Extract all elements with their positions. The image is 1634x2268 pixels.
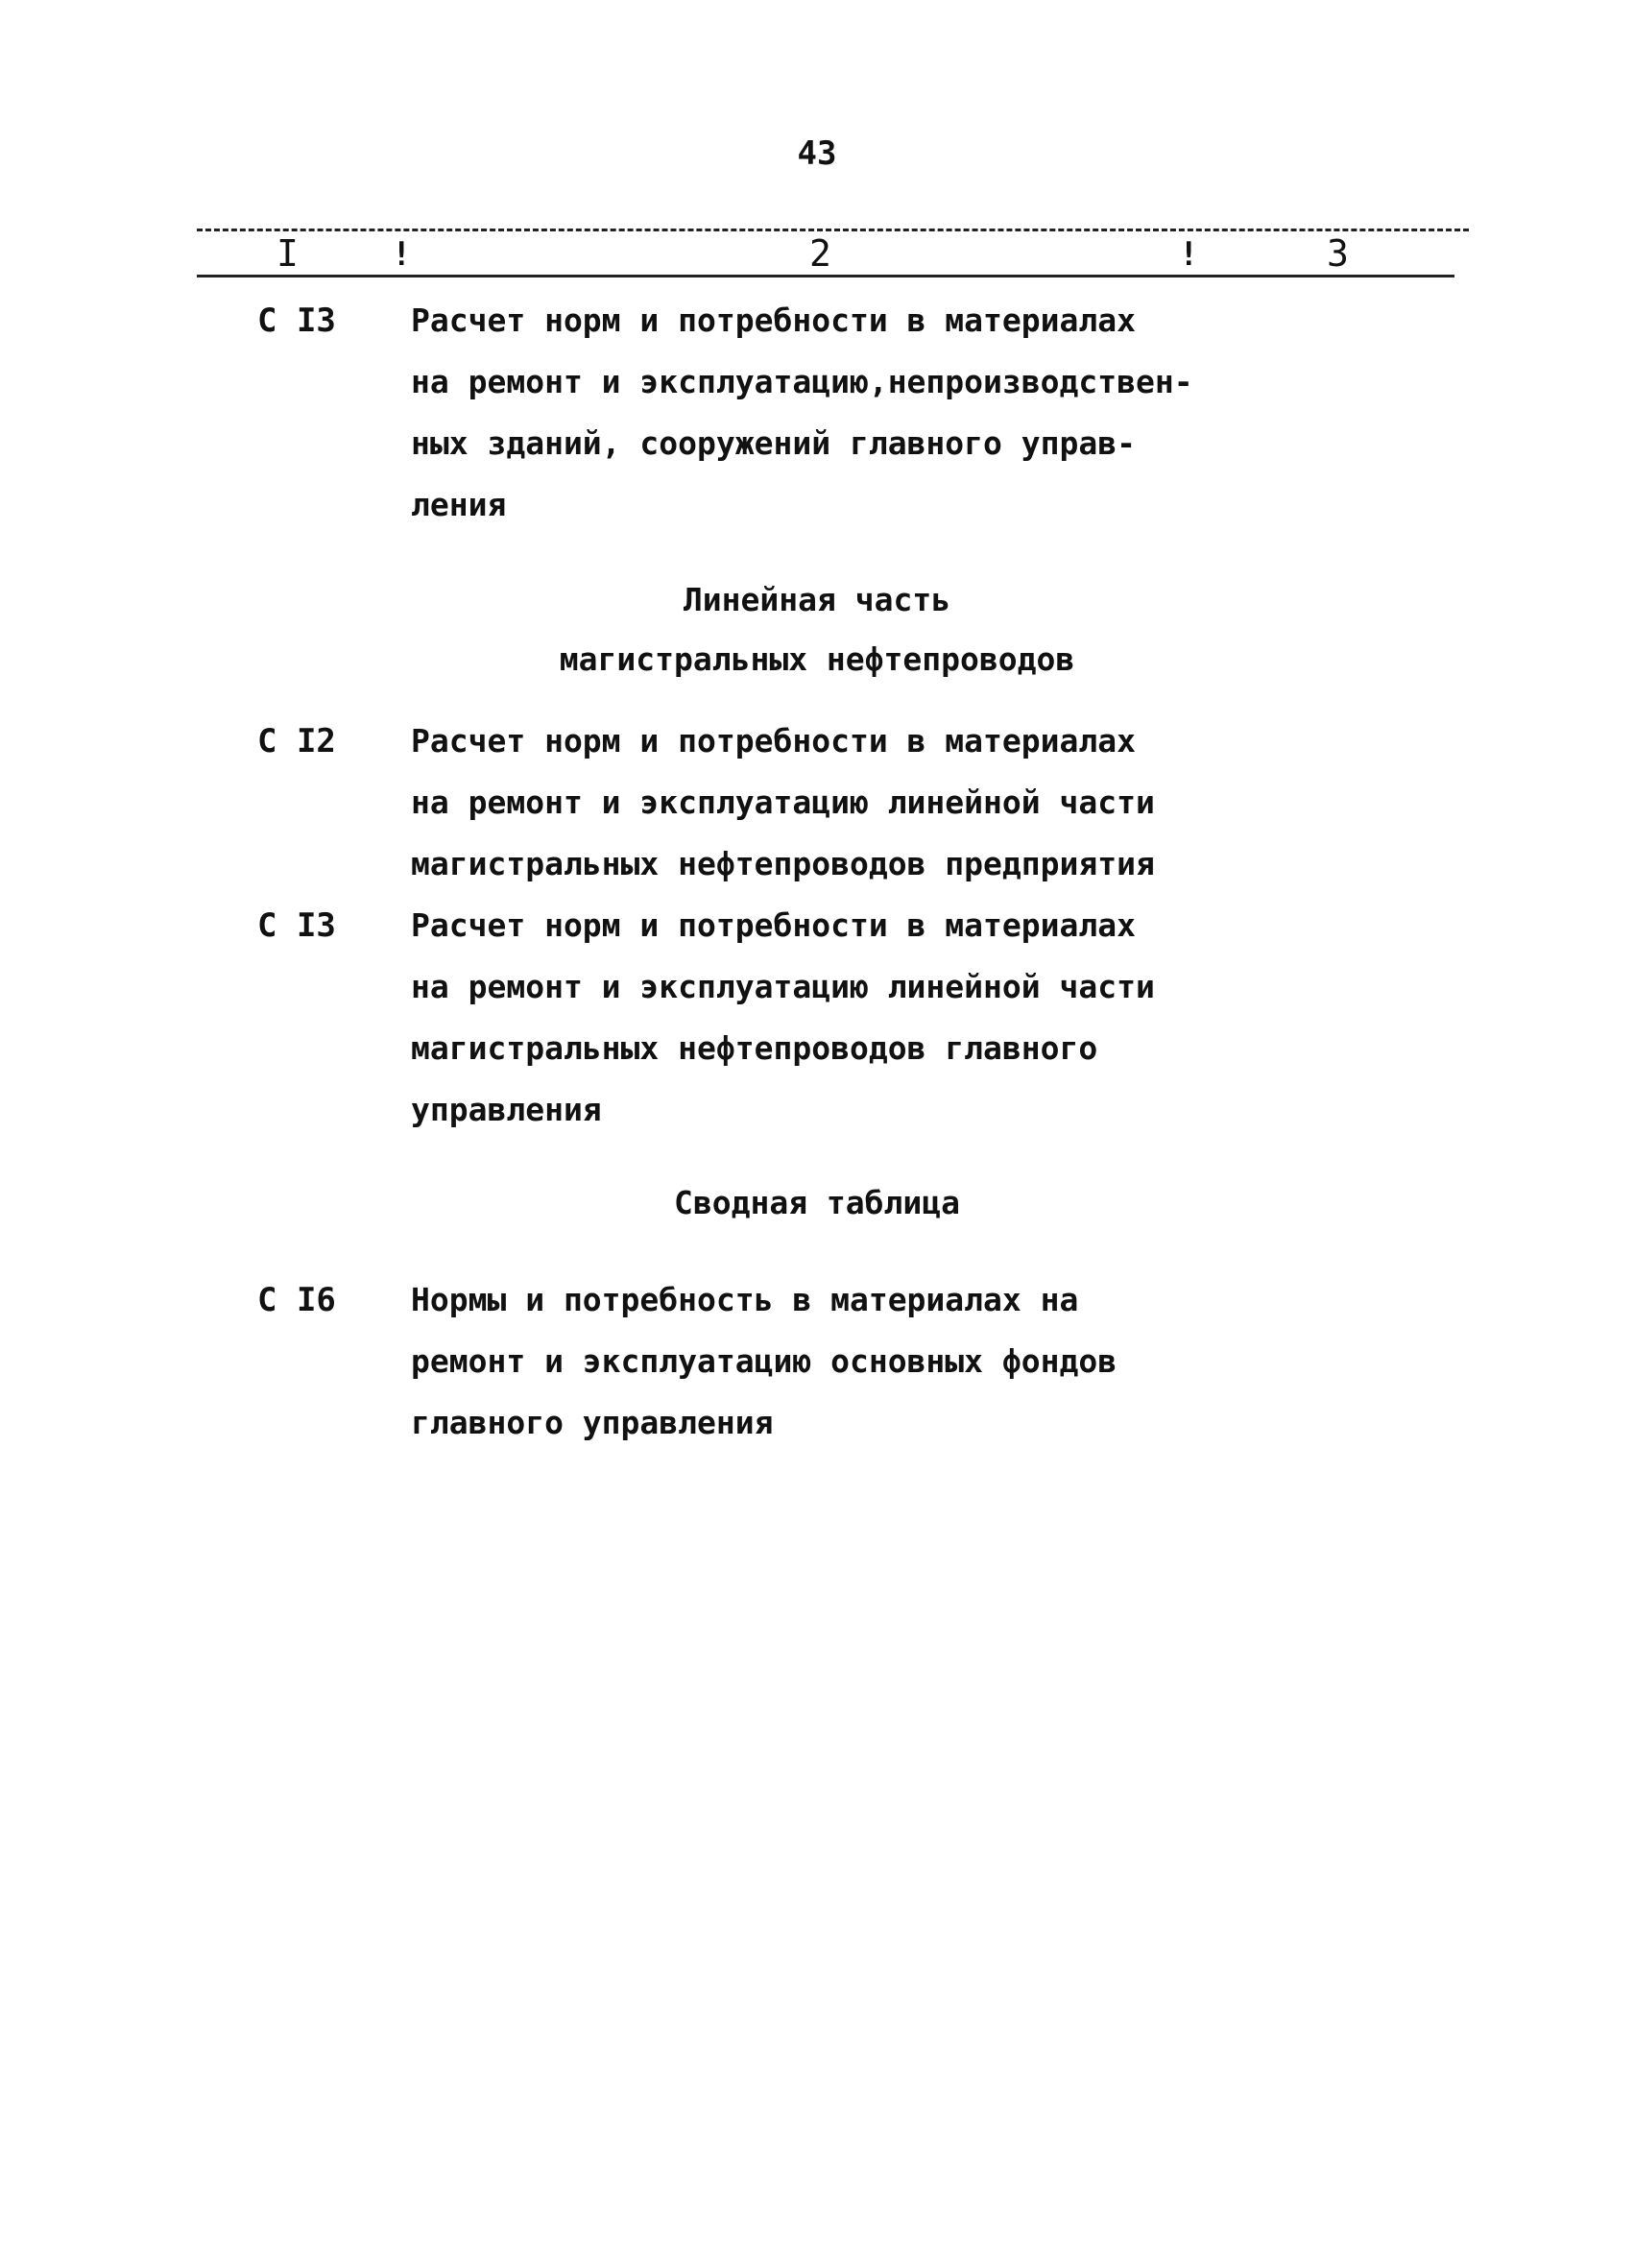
entry-line: управления: [411, 1091, 602, 1128]
entry-code: С I3: [257, 906, 336, 945]
column-header-2: 2: [809, 232, 831, 275]
entry-line: ных зданий, сооружений главного управ-: [411, 424, 1136, 462]
entry-description: [411, 895, 1275, 1141]
table-header-rule: [197, 275, 1454, 277]
entry-description: [411, 290, 1275, 536]
entry-line: ления: [411, 486, 507, 523]
column-header-3: 3: [1327, 232, 1349, 275]
page-number: 43: [797, 134, 837, 173]
entry-code: С I3: [257, 302, 336, 340]
column-separator-1: !: [392, 235, 412, 274]
entry-line: Нормы и потребность в материалах на: [411, 1281, 1079, 1318]
entry-line: на ремонт и эксплуатацию линейной части: [411, 784, 1155, 821]
entry-line: ремонт и эксплуатацию основных фондов: [411, 1342, 1117, 1380]
entry-code: С I2: [257, 722, 336, 760]
entry-line: магистральных нефтепроводов предприятия: [411, 845, 1155, 882]
section-heading-line: Линейная часть: [683, 581, 951, 618]
section-heading-linear-part: [0, 570, 1634, 689]
entry-line: Расчет норм и потребности в материалах: [411, 906, 1136, 944]
entry-line: магистральных нефтепроводов главного: [411, 1029, 1098, 1067]
entry-description: [411, 1269, 1275, 1454]
entry-description: [411, 711, 1275, 895]
entry-line: Расчет норм и потребности в материалах: [411, 302, 1136, 339]
section-heading-line: магистральных нефтепроводов: [559, 640, 1075, 678]
column-header-1: I: [276, 232, 299, 275]
section-heading-line: Сводная таблица: [673, 1184, 960, 1221]
entry-line: на ремонт и эксплуатацию,непроизводствен-: [411, 363, 1193, 400]
entry-code: С I6: [257, 1281, 336, 1319]
column-separator-2: !: [1179, 235, 1199, 274]
entry-line: главного управления: [411, 1404, 774, 1441]
entry-line: Расчет норм и потребности в материалах: [411, 722, 1136, 760]
section-heading-summary-table: [0, 1173, 1634, 1233]
entry-line: на ремонт и эксплуатацию линейной части: [411, 968, 1155, 1005]
table-top-dashed-rule: [197, 229, 1469, 231]
